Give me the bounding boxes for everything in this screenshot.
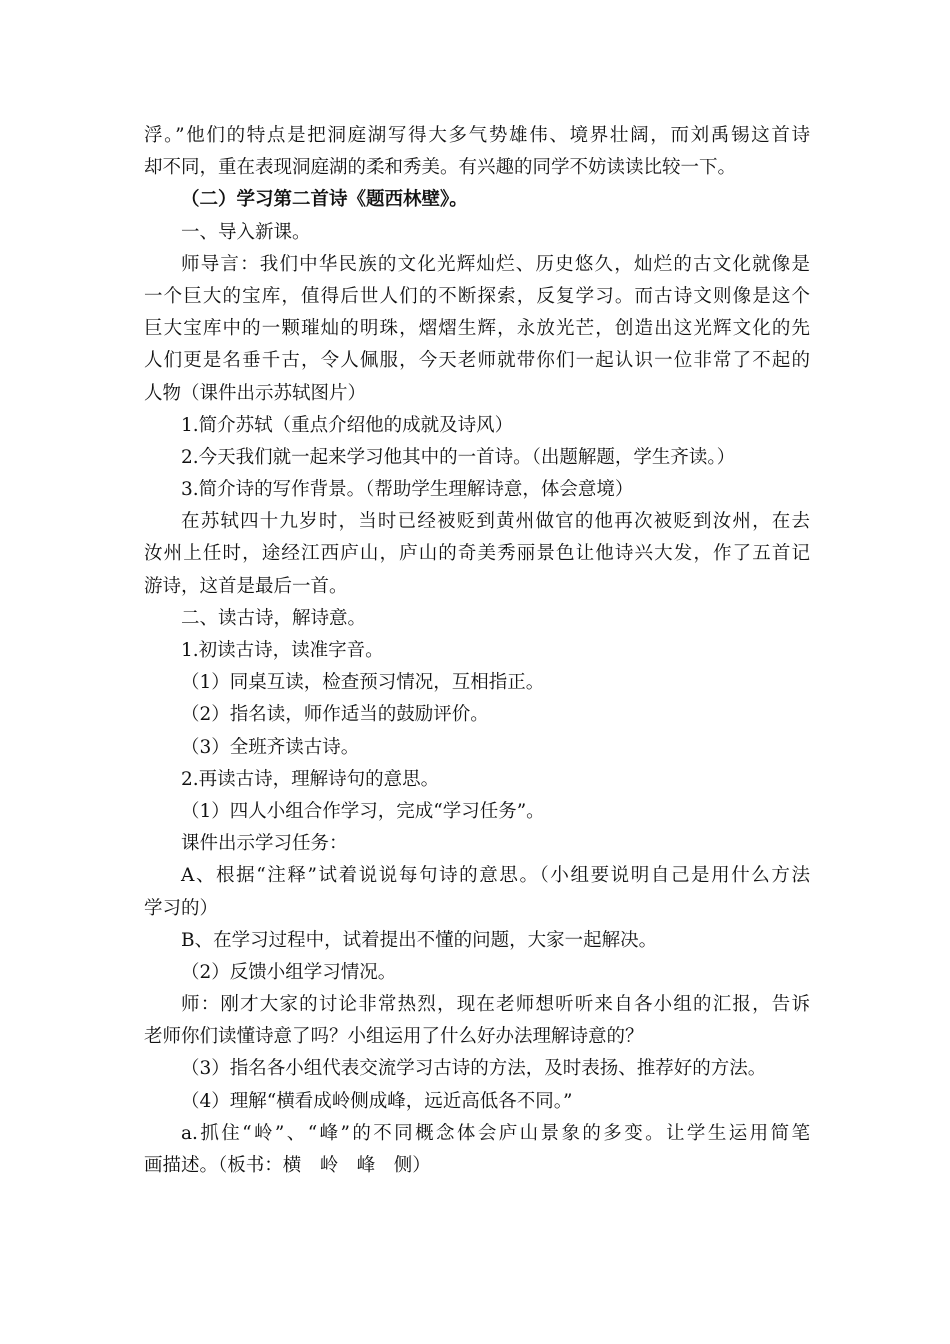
subsection-heading: 二、读古诗，解诗意。 xyxy=(181,607,367,629)
list-item: 2.今天我们就一起来学习他其中的一首诗。（出题解题，学生齐读。） xyxy=(181,446,736,468)
paragraph-line: 却不同，重在表现洞庭湖的柔和秀美。有兴趣的同学不妨读读比较一下。 xyxy=(144,157,737,179)
list-item: （1）同桌互读，检查预习情况，互相指正。 xyxy=(181,672,545,694)
paragraph-line: 游诗，这首是最后一首。 xyxy=(144,575,348,597)
paragraph-line: 画描述。（板书：横 岭 峰 侧） xyxy=(144,1155,431,1176)
paragraph-line: 老师你们读懂诗意了吗？小组运用了什么好办法理解诗意的？ xyxy=(144,1026,644,1048)
list-item: 1.初读古诗，读准字音。 xyxy=(181,640,384,661)
paragraph-line: 浮。”他们的特点是把洞庭湖写得大多气势雄伟、境界壮阔，而刘禹锡这首诗 xyxy=(144,125,810,146)
list-item: 2.再读古诗，理解诗句的意思。 xyxy=(181,768,440,790)
paragraph-line: 师：刚才大家的讨论非常热烈，现在老师想听听来自各小组的汇报，告诉 xyxy=(181,994,810,1016)
paragraph-line: 学习的） xyxy=(144,897,219,919)
list-item: 3.简介诗的写作背景。（帮助学生理解诗意，体会意境） xyxy=(181,479,634,501)
list-item: 1.简介苏轼（重点介绍他的成就及诗风） xyxy=(181,414,514,436)
list-item: （3）全班齐读古诗。 xyxy=(181,736,360,758)
list-item: （1）四人小组合作学习，完成“学习任务”。 xyxy=(181,800,545,822)
paragraph-line: A、根据“注释”试着说说每句诗的意思。（小组要说明自己是用什么方法 xyxy=(181,865,810,887)
list-item: （4）理解“横看成岭侧成峰，远近高低各不同。” xyxy=(181,1090,573,1112)
list-item: （2）反馈小组学习情况。 xyxy=(181,961,397,983)
subsection-heading: 一、导入新课。 xyxy=(181,221,311,243)
paragraph-line: 课件出示学习任务： xyxy=(181,833,348,855)
paragraph-line: B、在学习过程中，试着提出不懂的问题，大家一起解决。 xyxy=(181,929,658,951)
document-body xyxy=(144,120,810,1182)
list-item: （2）指名读，师作适当的鼓励评价。 xyxy=(181,704,489,726)
paragraph-line: 在苏轼四十九岁时，当时已经被贬到黄州做官的他再次被贬到汝州，在去 xyxy=(181,511,810,533)
list-item: （3）指名各小组代表交流学习古诗的方法，及时表扬、推荐好的方法。 xyxy=(181,1058,767,1080)
paragraph-line: 人物（课件出示苏轼图片） xyxy=(144,382,367,404)
paragraph-line: 人们更是名垂千古，令人佩服，今天老师就带你们一起认识一位非常了不起的 xyxy=(144,350,810,372)
paragraph-line: 一个巨大的宝库，值得后世人们的不断探索，反复学习。而古诗文则像是这个 xyxy=(144,285,810,307)
paragraph-line: 师导言：我们中华民族的文化光辉灿烂、历史悠久，灿烂的古文化就像是 xyxy=(181,253,810,275)
paragraph-line: 巨大宝库中的一颗璀灿的明珠，熠熠生辉，永放光芒，创造出这光辉文化的先 xyxy=(144,318,810,340)
section-heading: （二）学习第二首诗《题西林壁》。 xyxy=(181,189,468,211)
paragraph-line: a.抓住“岭”、“峰”的不同概念体会庐山景象的多变。让学生运用简笔 xyxy=(181,1122,810,1144)
paragraph-line: 汝州上任时，途经江西庐山，庐山的奇美秀丽景色让他诗兴大发，作了五首记 xyxy=(144,543,810,565)
